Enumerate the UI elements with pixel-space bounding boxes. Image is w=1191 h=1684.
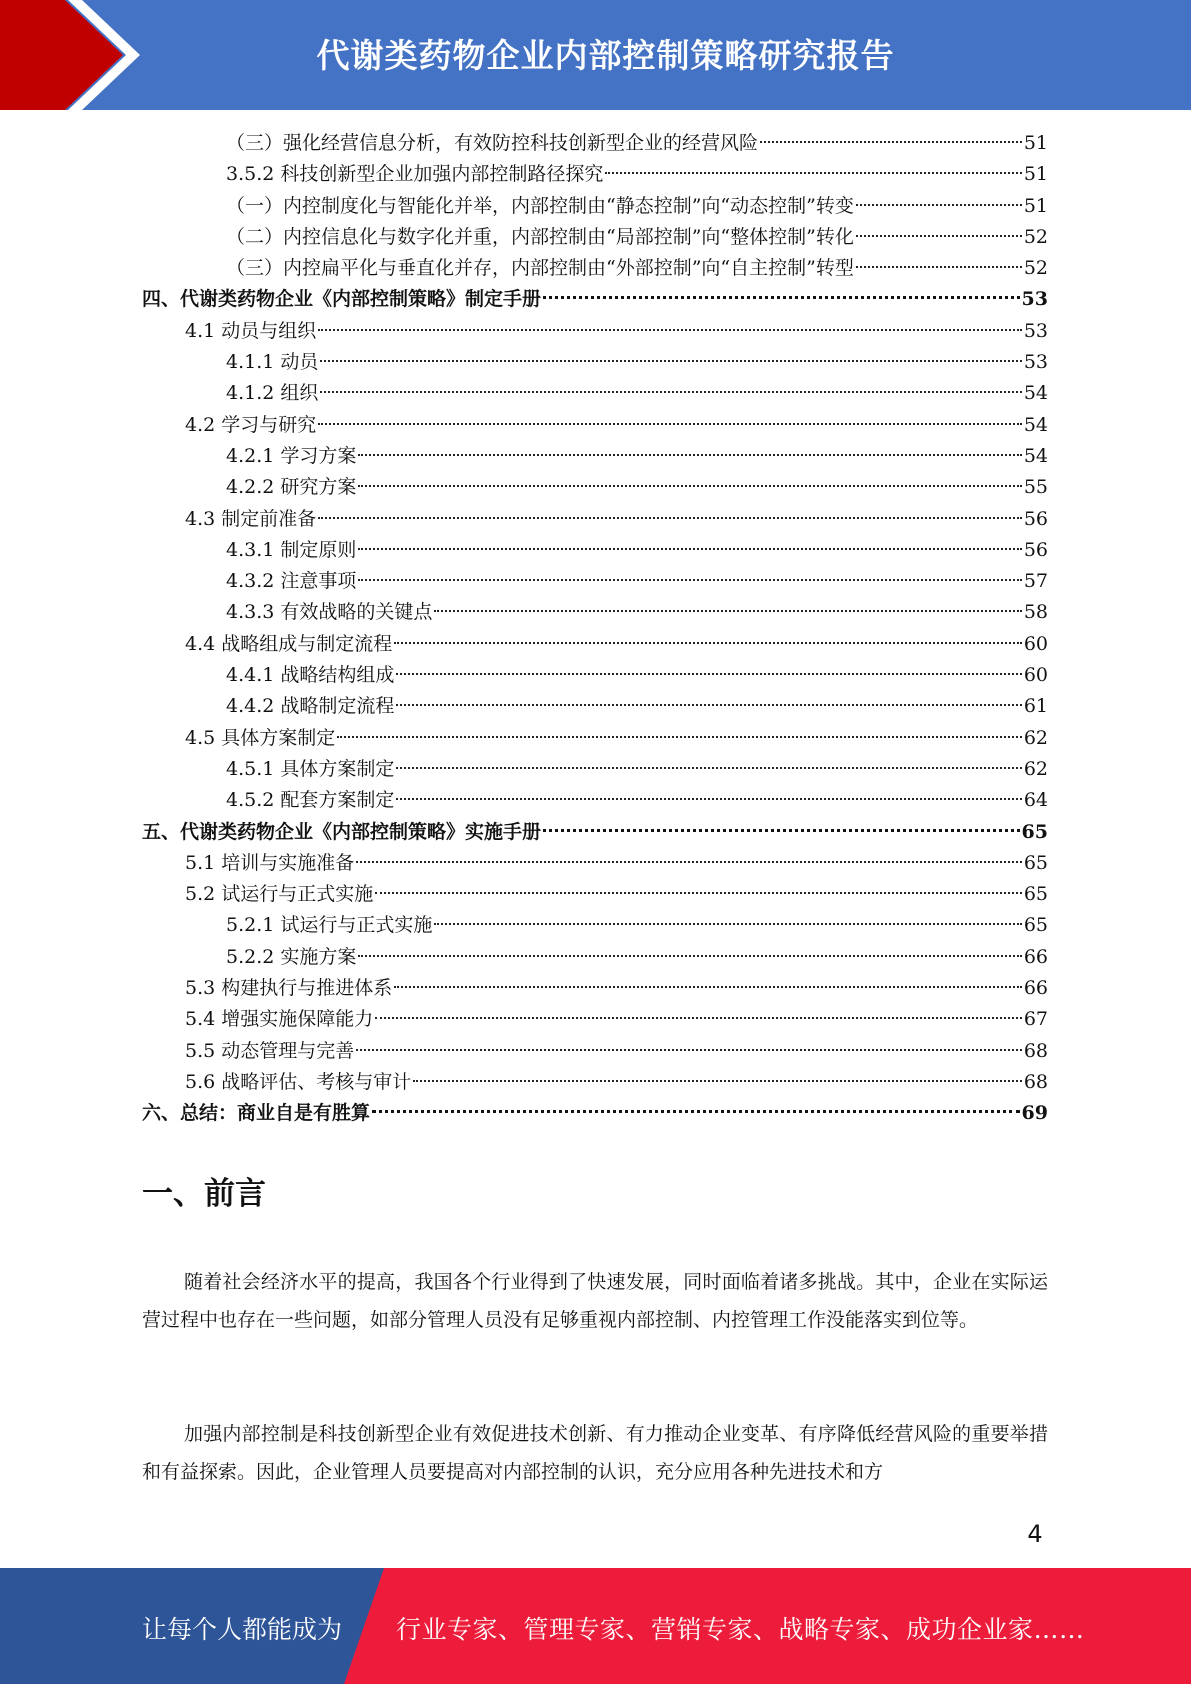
toc-entry-title: （三）内控扁平化与垂直化并存，内部控制由“外部控制”向“自主控制”转型 <box>226 257 854 280</box>
toc-entry-page: 56 <box>1023 538 1048 561</box>
toc-entry-title: 4.1 动员与组织 <box>185 319 317 342</box>
toc-entry[interactable] <box>142 284 1048 315</box>
toc-entry-title: 4.5 具体方案制定 <box>185 726 336 749</box>
toc-entry[interactable] <box>142 660 1048 691</box>
toc-entry-page: 66 <box>1023 945 1048 968</box>
toc-dot-leader <box>856 234 1022 237</box>
toc-entry-page: 68 <box>1023 1039 1048 1062</box>
toc-entry-title: 4.3.1 制定原则 <box>226 538 357 561</box>
toc-dot-leader <box>358 453 1021 456</box>
toc-entry-page: 52 <box>1023 225 1048 248</box>
toc-entry-page: 51 <box>1023 194 1048 217</box>
toc-entry[interactable] <box>142 316 1048 347</box>
toc-entry[interactable] <box>142 910 1048 941</box>
toc-entry[interactable] <box>142 1067 1048 1098</box>
toc-entry[interactable] <box>142 378 1048 409</box>
toc-entry[interactable] <box>142 159 1048 190</box>
toc-entry-page: 53 <box>1023 319 1048 342</box>
toc-entry-page: 62 <box>1023 726 1048 749</box>
toc-entry-title: 4.4 战略组成与制定流程 <box>185 632 393 655</box>
toc-entry[interactable] <box>142 1098 1048 1129</box>
toc-dot-leader <box>394 641 1022 644</box>
toc-entry-page: 66 <box>1023 977 1048 1000</box>
toc-dot-leader <box>434 609 1021 612</box>
toc-dot-leader <box>396 703 1021 706</box>
toc-entry[interactable] <box>142 597 1048 628</box>
toc-entry[interactable] <box>142 848 1048 879</box>
toc-entry-title: 5.2.1 试运行与正式实施 <box>226 914 433 937</box>
toc-entry-page: 58 <box>1023 601 1048 624</box>
toc-entry-title: 5.1 培训与实施准备 <box>185 851 355 874</box>
toc-entry[interactable] <box>142 1036 1048 1067</box>
toc-entry-page: 60 <box>1023 664 1048 687</box>
toc-entry[interactable] <box>142 817 1048 848</box>
toc-entry-title: 5.5 动态管理与完善 <box>185 1039 355 1062</box>
toc-entry-title: 4.3.2 注意事项 <box>226 570 357 593</box>
toc-dot-leader <box>320 359 1021 362</box>
toc-dot-leader <box>394 985 1022 988</box>
body-paragraph: 随着社会经济水平的提高，我国各个行业得到了快速发展，同时面临着诸多挑战。其中，企业在实际运营过程中也存在一些问题，如部分管理人员没有足够重视内部控制、内控管理工作没能落实到位等。 <box>142 1271 1048 1331</box>
toc-entry-page: 65 <box>1021 820 1048 843</box>
toc-entry[interactable] <box>142 879 1048 910</box>
toc-entry-page: 54 <box>1023 382 1048 405</box>
toc-entry[interactable] <box>142 504 1048 535</box>
toc-entry-title: 5.2.2 实施方案 <box>226 945 357 968</box>
toc-dot-leader <box>856 265 1022 268</box>
toc-entry[interactable] <box>142 785 1048 816</box>
page-footer <box>0 1568 1191 1684</box>
toc-entry[interactable] <box>142 629 1048 660</box>
toc-entry-title: 4.3 制定前准备 <box>185 507 317 530</box>
toc-dot-leader <box>856 203 1022 206</box>
toc-entry-page: 54 <box>1023 413 1048 436</box>
toc-entry-page: 56 <box>1023 507 1048 530</box>
toc-dot-leader <box>337 735 1022 738</box>
page-header <box>0 0 1191 110</box>
toc-dot-leader <box>396 797 1021 800</box>
toc-dot-leader <box>413 1079 1022 1082</box>
toc-entry[interactable] <box>142 410 1048 441</box>
toc-entry-title: 4.3.3 有效战略的关键点 <box>226 601 433 624</box>
toc-entry[interactable] <box>142 942 1048 973</box>
toc-entry-page: 65 <box>1023 914 1048 937</box>
toc-entry[interactable] <box>142 347 1048 378</box>
toc-dot-leader <box>543 295 1020 299</box>
toc-entry-page: 57 <box>1023 570 1048 593</box>
toc-dot-leader <box>375 1016 1022 1019</box>
toc-entry-page: 62 <box>1023 757 1048 780</box>
toc-entry-page: 60 <box>1023 632 1048 655</box>
toc-entry[interactable] <box>142 472 1048 503</box>
toc-entry-page: 54 <box>1023 444 1048 467</box>
toc-entry-title: 六、总结：商业自是有胜算 <box>142 1102 371 1125</box>
toc-entry-title: 5.4 增强实施保障能力 <box>185 1008 374 1031</box>
toc-entry-title: 5.6 战略评估、考核与审计 <box>185 1070 412 1093</box>
page-number: 4 <box>1027 1520 1043 1548</box>
toc-entry-page: 53 <box>1023 351 1048 374</box>
toc-dot-leader <box>396 766 1021 769</box>
toc-entry-page: 67 <box>1023 1008 1048 1031</box>
toc-entry-page: 53 <box>1021 288 1048 311</box>
toc-entry[interactable] <box>142 973 1048 1004</box>
toc-entry[interactable] <box>142 191 1048 222</box>
toc-entry-page: 61 <box>1023 695 1048 718</box>
toc-dot-leader <box>372 1109 1020 1113</box>
toc-entry[interactable] <box>142 441 1048 472</box>
toc-dot-leader <box>375 891 1022 894</box>
toc-entry-title: （一）内控制度化与智能化并举，内部控制由“静态控制”向“动态控制”转变 <box>226 194 854 217</box>
toc-entry-title: 4.1.1 动员 <box>226 351 319 374</box>
toc-entry-title: 四、代谢类药物企业《内部控制策略》制定手册 <box>142 288 542 311</box>
toc-entry-title: 4.2.1 学习方案 <box>226 444 357 467</box>
toc-entry-title: 4.5.2 配套方案制定 <box>226 789 395 812</box>
footer-slogan-left: 让每个人都能成为 <box>142 1615 343 1644</box>
report-title: 代谢类药物企业内部控制策略研究报告 <box>316 36 895 75</box>
toc-entry[interactable] <box>142 222 1048 253</box>
toc-entry-title: 5.2 试运行与正式实施 <box>185 883 374 906</box>
toc-dot-leader <box>358 484 1021 487</box>
toc-entry-title: 4.5.1 具体方案制定 <box>226 757 395 780</box>
toc-entry[interactable] <box>142 128 1048 159</box>
toc-entry-page: 55 <box>1023 476 1048 499</box>
toc-entry-title: （三）强化经营信息分析，有效防控科技创新型企业的经营风险 <box>226 132 759 154</box>
toc-entry-page: 52 <box>1023 257 1048 280</box>
toc-entry-title: 4.2 学习与研究 <box>185 413 317 436</box>
toc-entry-page: 51 <box>1023 163 1048 186</box>
toc-entry-title: 4.4.2 战略制定流程 <box>226 695 395 718</box>
toc-dot-leader <box>318 328 1022 331</box>
toc-entry-title: 5.3 构建执行与推进体系 <box>185 977 393 1000</box>
toc-entry[interactable] <box>142 253 1048 284</box>
toc-dot-leader <box>358 547 1021 550</box>
toc-dot-leader <box>358 954 1021 957</box>
toc-entry-page: 51 <box>1023 132 1048 154</box>
toc-dot-leader <box>396 672 1021 675</box>
toc-entry-page: 65 <box>1023 883 1048 906</box>
toc-entry-title: 五、代谢类药物企业《内部控制策略》实施手册 <box>142 820 542 843</box>
toc-entry[interactable] <box>142 1004 1048 1035</box>
toc-entry-page: 65 <box>1023 851 1048 874</box>
toc-entry-title: 3.5.2 科技创新型企业加强内部控制路径探究 <box>226 163 604 186</box>
toc-entry-title: 4.1.2 组织 <box>226 382 319 405</box>
toc-entry-title: （二）内控信息化与数字化并重，内部控制由“局部控制”向“整体控制”转化 <box>226 225 854 248</box>
toc-dot-leader <box>318 516 1022 519</box>
toc-dot-leader <box>434 922 1021 925</box>
toc-entry-title: 4.2.2 研究方案 <box>226 476 357 499</box>
body-paragraph: 加强内部控制是科技创新型企业有效促进技术创新、有力推动企业变革、有序降低经营风险的重要举措和有益探索。因此，企业管理人员要提高对内部控制的认识，充分应用各种先进技术和方 <box>142 1423 1048 1483</box>
toc-entry[interactable] <box>142 754 1048 785</box>
toc-dot-leader <box>356 1048 1022 1051</box>
table-of-contents <box>142 128 1048 1130</box>
toc-entry[interactable] <box>142 691 1048 722</box>
toc-dot-leader <box>358 578 1021 581</box>
section-heading: 一、前言 <box>142 1176 266 1212</box>
toc-entry[interactable] <box>142 723 1048 754</box>
toc-dot-leader <box>605 171 1021 174</box>
toc-dot-leader <box>320 390 1021 393</box>
toc-dot-leader <box>356 860 1022 863</box>
toc-dot-leader <box>543 828 1020 832</box>
footer-slogan-right: 行业专家、管理专家、营销专家、战略专家、成功企业家…… <box>396 1615 1085 1644</box>
toc-entry-page: 68 <box>1023 1070 1048 1093</box>
toc-entry[interactable] <box>142 566 1048 597</box>
toc-entry-title: 4.4.1 战略结构组成 <box>226 664 395 687</box>
toc-entry-page: 64 <box>1023 789 1048 812</box>
toc-entry-page: 69 <box>1021 1102 1048 1125</box>
toc-dot-leader <box>760 140 1022 143</box>
toc-dot-leader <box>318 422 1022 425</box>
toc-entry[interactable] <box>142 535 1048 566</box>
